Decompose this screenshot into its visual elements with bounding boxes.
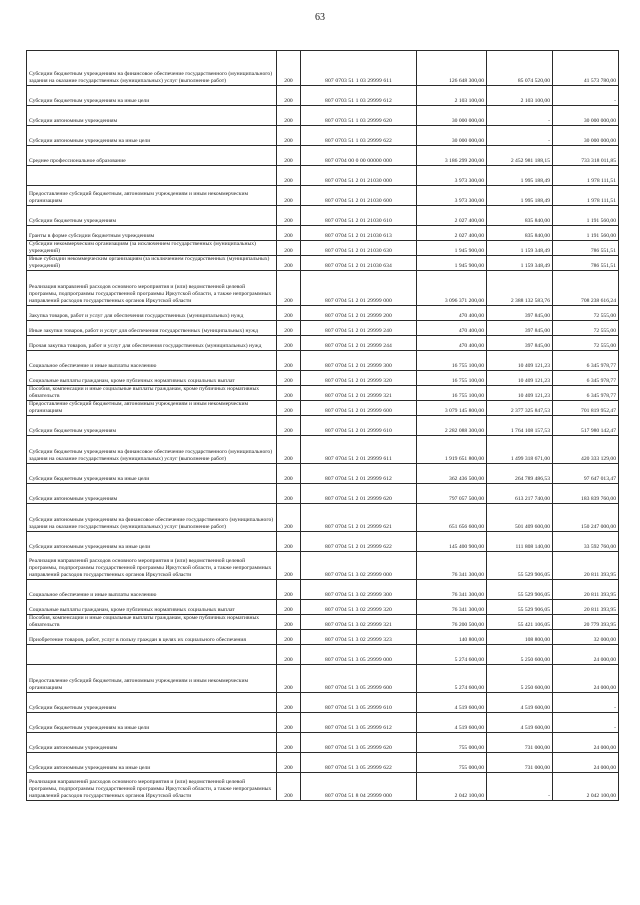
row-executed-amount: 397 845,00	[487, 306, 553, 321]
row-executed-amount: 85 074 520,00	[487, 51, 553, 86]
row-code: 200	[277, 256, 301, 271]
row-executed-amount: 111 808 140,00	[487, 532, 553, 552]
table-row	[27, 504, 619, 532]
table-row	[27, 126, 619, 146]
row-name	[27, 645, 277, 665]
row-name: Субсидии бюджетным учреждениям на иные цели	[27, 464, 277, 484]
row-code: 200	[277, 51, 301, 86]
table-row	[27, 580, 619, 600]
row-classification: 807 0704 51 3 05 29999 612	[301, 713, 417, 733]
row-classification: 807 0704 00 0 00 00000 000	[301, 146, 417, 166]
row-classification: 807 0704 51 2 01 29999 240	[301, 321, 417, 336]
row-classification: 807 0704 51 2 01 21030 600	[301, 186, 417, 206]
row-code: 200	[277, 306, 301, 321]
row-planned-amount: 2 282 088 300,00	[417, 416, 487, 436]
row-planned-amount: 470 400,00	[417, 336, 487, 351]
row-code: 200	[277, 693, 301, 713]
row-classification: 807 0704 51 2 01 21030 630	[301, 241, 417, 256]
row-name: Субсидии бюджетным учреждениям на иные цели	[27, 86, 277, 106]
row-classification: 807 0703 51 1 03 29999 612	[301, 86, 417, 106]
table-row	[27, 86, 619, 106]
row-name: Социальное обеспечение и иные выплаты населению	[27, 351, 277, 371]
row-executed-amount: 55 529 906,05	[487, 552, 553, 580]
row-executed-amount: 10 409 121,23	[487, 371, 553, 386]
table-row	[27, 146, 619, 166]
row-code: 200	[277, 713, 301, 733]
row-remaining-amount: -	[553, 693, 619, 713]
row-code: 200	[277, 665, 301, 693]
row-code: 200	[277, 226, 301, 241]
row-planned-amount: 1 945 900,00	[417, 241, 487, 256]
row-classification: 807 0704 51 2 01 29999 321	[301, 386, 417, 401]
row-remaining-amount: 33 592 760,00	[553, 532, 619, 552]
row-code: 200	[277, 186, 301, 206]
row-classification: 807 0704 51 2 01 29999 300	[301, 351, 417, 371]
row-code: 200	[277, 371, 301, 386]
row-executed-amount: 1 159 348,49	[487, 241, 553, 256]
row-code: 200	[277, 645, 301, 665]
row-executed-amount: 55 529 906,05	[487, 600, 553, 615]
row-remaining-amount: 786 551,51	[553, 241, 619, 256]
table-row	[27, 484, 619, 504]
row-classification: 807 0704 51 3 02 29999 000	[301, 552, 417, 580]
row-executed-amount: 501 409 600,00	[487, 504, 553, 532]
row-remaining-amount: -	[553, 86, 619, 106]
row-code: 200	[277, 206, 301, 226]
row-name: Субсидии автономным учреждениям на иные цели	[27, 126, 277, 146]
row-code: 200	[277, 146, 301, 166]
row-remaining-amount: 6 345 978,77	[553, 386, 619, 401]
row-remaining-amount: 20 811 393,95	[553, 552, 619, 580]
row-name: Предоставление субсидий бюджетным, автономным учреждениям и иным некоммерческим организациям	[27, 186, 277, 206]
row-code: 200	[277, 321, 301, 336]
row-name	[27, 166, 277, 186]
row-executed-amount: 731 000,00	[487, 733, 553, 753]
row-name: Предоставление субсидий бюджетным, автономным учреждениям и иным некоммерческим организациям	[27, 665, 277, 693]
table-row	[27, 306, 619, 321]
table-row	[27, 645, 619, 665]
row-code: 200	[277, 753, 301, 773]
row-code: 200	[277, 86, 301, 106]
row-planned-amount: 4 519 600,00	[417, 693, 487, 713]
row-planned-amount: 2 103 100,00	[417, 86, 487, 106]
row-remaining-amount: 517 980 142,47	[553, 416, 619, 436]
row-name: Иные субсидии некоммерческим организациям (за исключением государственных (муниципальных) учреждений)	[27, 256, 277, 271]
row-classification: 807 0704 51 2 01 29999 612	[301, 464, 417, 484]
row-name: Пособия, компенсации и иные социальные выплаты гражданам, кроме публичных нормативных обязательств	[27, 386, 277, 401]
row-planned-amount: 30 000 000,00	[417, 126, 487, 146]
row-executed-amount: 5 250 600,00	[487, 665, 553, 693]
row-executed-amount: 264 789 486,53	[487, 464, 553, 484]
row-name: Субсидии автономным учреждениям	[27, 106, 277, 126]
row-name: Социальные выплаты гражданам, кроме публичных нормативных социальных выплат	[27, 371, 277, 386]
row-planned-amount: 3 096 371 200,00	[417, 271, 487, 306]
row-code: 200	[277, 166, 301, 186]
row-planned-amount: 755 000,00	[417, 753, 487, 773]
row-planned-amount: 3 973 300,00	[417, 166, 487, 186]
row-planned-amount: 126 648 300,00	[417, 51, 487, 86]
row-executed-amount: 4 519 600,00	[487, 713, 553, 733]
row-remaining-amount: 24 000,00	[553, 645, 619, 665]
row-code: 200	[277, 532, 301, 552]
row-code: 200	[277, 241, 301, 256]
row-classification: 807 0704 51 2 01 29999 620	[301, 484, 417, 504]
row-name: Среднее профессиональное образование	[27, 146, 277, 166]
row-classification: 807 0704 51 2 01 29999 200	[301, 306, 417, 321]
row-executed-amount: 10 409 121,23	[487, 386, 553, 401]
row-classification: 807 0704 51 2 01 21030 610	[301, 206, 417, 226]
row-code: 200	[277, 416, 301, 436]
row-name: Закупка товаров, работ и услуг для обеспечения государственных (муниципальных) нужд	[27, 306, 277, 321]
row-planned-amount: 2 042 100,00	[417, 773, 487, 801]
row-remaining-amount: 701 819 952,47	[553, 401, 619, 416]
row-remaining-amount: 32 000,00	[553, 630, 619, 645]
table-row	[27, 753, 619, 773]
row-executed-amount: 835 840,00	[487, 206, 553, 226]
row-name: Пособия, компенсации и иные социальные выплаты гражданам, кроме публичных нормативных обязательств	[27, 615, 277, 630]
row-executed-amount: 55 421 106,05	[487, 615, 553, 630]
row-remaining-amount: 72 555,00	[553, 306, 619, 321]
row-planned-amount: 470 400,00	[417, 306, 487, 321]
table-row	[27, 436, 619, 464]
row-executed-amount: 731 000,00	[487, 753, 553, 773]
table-row	[27, 600, 619, 615]
row-executed-amount: 1 995 188,49	[487, 166, 553, 186]
row-classification: 807 0704 51 2 01 21030 613	[301, 226, 417, 241]
row-name: Прочая закупка товаров, работ и услуг для обеспечения государственных (муниципальных) нужд	[27, 336, 277, 351]
row-planned-amount: 16 755 100,00	[417, 386, 487, 401]
table-row	[27, 256, 619, 271]
row-classification: 807 0704 51 3 02 29999 323	[301, 630, 417, 645]
row-name: Реализация направлений расходов основного мероприятия и (или) ведомственной целевой программы, подпрограммы государственной программы Иркутской области, а также непрограммных направлений расходов государственных органов Иркутской области	[27, 773, 277, 801]
row-remaining-amount: 2 042 100,00	[553, 773, 619, 801]
table-row	[27, 401, 619, 416]
row-remaining-amount: 1 191 560,00	[553, 226, 619, 241]
row-remaining-amount: 20 811 393,95	[553, 600, 619, 615]
row-remaining-amount: 20 779 393,95	[553, 615, 619, 630]
row-code: 200	[277, 484, 301, 504]
row-planned-amount: 30 000 000,00	[417, 106, 487, 126]
row-planned-amount: 145 400 900,00	[417, 532, 487, 552]
table-row	[27, 226, 619, 241]
row-executed-amount: 397 845,00	[487, 321, 553, 336]
row-planned-amount: 755 000,00	[417, 733, 487, 753]
table-row	[27, 773, 619, 801]
table-row	[27, 713, 619, 733]
row-planned-amount: 16 755 100,00	[417, 371, 487, 386]
table-row	[27, 371, 619, 386]
row-classification: 807 0704 51 3 05 29999 620	[301, 733, 417, 753]
row-remaining-amount: 1 978 111,51	[553, 186, 619, 206]
table-row	[27, 186, 619, 206]
row-remaining-amount: 150 247 000,00	[553, 504, 619, 532]
row-name: Социальные выплаты гражданам, кроме публичных нормативных социальных выплат	[27, 600, 277, 615]
row-executed-amount: 613 217 740,00	[487, 484, 553, 504]
row-code: 200	[277, 401, 301, 416]
row-planned-amount: 797 057 500,00	[417, 484, 487, 504]
row-code: 200	[277, 271, 301, 306]
row-executed-amount: 2 103 100,00	[487, 86, 553, 106]
row-name: Субсидии бюджетным учреждениям	[27, 693, 277, 713]
row-name: Приобретение товаров, работ, услуг в пользу граждан в целях их социального обеспечения	[27, 630, 277, 645]
row-planned-amount: 76 200 500,00	[417, 615, 487, 630]
row-remaining-amount: 20 811 393,95	[553, 580, 619, 600]
row-classification: 807 0704 51 2 01 21030 000	[301, 166, 417, 186]
row-planned-amount: 4 519 600,00	[417, 713, 487, 733]
table-row	[27, 386, 619, 401]
row-executed-amount: 835 840,00	[487, 226, 553, 241]
row-classification: 807 0704 51 2 01 29999 320	[301, 371, 417, 386]
row-code: 200	[277, 504, 301, 532]
row-classification: 807 0704 51 2 01 29999 611	[301, 436, 417, 464]
row-classification: 807 0704 51 2 01 29999 621	[301, 504, 417, 532]
row-code: 200	[277, 630, 301, 645]
row-executed-amount: 397 845,00	[487, 336, 553, 351]
row-planned-amount: 2 027 400,00	[417, 206, 487, 226]
row-classification: 807 0704 51 2 01 29999 610	[301, 416, 417, 436]
row-code: 200	[277, 126, 301, 146]
row-name: Субсидии бюджетным учреждениям на финансовое обеспечение государственного (муниципального) задания на оказание государственных (муниципальных) услуг (выполнение работ)	[27, 436, 277, 464]
row-planned-amount: 16 755 100,00	[417, 351, 487, 371]
row-name: Субсидии бюджетным учреждениям	[27, 206, 277, 226]
row-planned-amount: 3 973 300,00	[417, 186, 487, 206]
row-name: Гранты в форме субсидии бюджетным учреждениям	[27, 226, 277, 241]
row-remaining-amount: 6 345 978,77	[553, 351, 619, 371]
row-code: 200	[277, 773, 301, 801]
row-planned-amount: 3 079 145 800,00	[417, 401, 487, 416]
row-classification: 807 0704 51 3 05 29999 610	[301, 693, 417, 713]
row-executed-amount: 1 764 108 157,53	[487, 416, 553, 436]
row-name: Предоставление субсидий бюджетным, автономным учреждениям и иным некоммерческим организациям	[27, 401, 277, 416]
row-classification: 807 0704 51 2 01 29999 244	[301, 336, 417, 351]
row-planned-amount: 362 436 500,00	[417, 464, 487, 484]
row-name: Иные закупки товаров, работ и услуг для обеспечения государственных (муниципальных) нужд	[27, 321, 277, 336]
row-planned-amount: 470 400,00	[417, 321, 487, 336]
row-planned-amount: 651 656 600,00	[417, 504, 487, 532]
table-row	[27, 271, 619, 306]
table-row	[27, 336, 619, 351]
row-classification: 807 0703 51 1 03 29999 611	[301, 51, 417, 86]
row-name: Субсидии бюджетным учреждениям на иные цели	[27, 713, 277, 733]
row-code: 200	[277, 106, 301, 126]
row-remaining-amount: 24 000,00	[553, 753, 619, 773]
row-executed-amount: 55 529 906,05	[487, 580, 553, 600]
row-planned-amount: 1 945 900,00	[417, 256, 487, 271]
row-executed-amount: 5 250 600,00	[487, 645, 553, 665]
row-name: Субсидии автономным учреждениям	[27, 733, 277, 753]
row-remaining-amount: 24 000,00	[553, 665, 619, 693]
row-name: Реализация направлений расходов основного мероприятия и (или) ведомственной целевой программы, подпрограммы государственной программы Иркутской области, а также непрограммных направлений расходов государственных органов Иркутской области	[27, 271, 277, 306]
row-executed-amount: -	[487, 773, 553, 801]
table-row	[27, 166, 619, 186]
row-remaining-amount: 41 573 780,00	[553, 51, 619, 86]
row-name: Субсидии автономным учреждениям на иные цели	[27, 753, 277, 773]
row-executed-amount: 2 452 981 188,15	[487, 146, 553, 166]
row-code: 200	[277, 336, 301, 351]
table-row	[27, 321, 619, 336]
row-remaining-amount: 733 318 011,85	[553, 146, 619, 166]
row-code: 200	[277, 386, 301, 401]
row-remaining-amount: 786 551,51	[553, 256, 619, 271]
row-planned-amount: 5 274 600,00	[417, 645, 487, 665]
row-executed-amount: 1 499 318 671,00	[487, 436, 553, 464]
row-executed-amount: 1 159 348,49	[487, 256, 553, 271]
row-remaining-amount: 183 839 760,00	[553, 484, 619, 504]
row-remaining-amount: 72 555,00	[553, 336, 619, 351]
row-planned-amount: 5 274 600,00	[417, 665, 487, 693]
row-name: Субсидии автономным учреждениям на иные цели	[27, 532, 277, 552]
row-name: Социальное обеспечение и иные выплаты населению	[27, 580, 277, 600]
row-remaining-amount: 72 555,00	[553, 321, 619, 336]
table-row	[27, 51, 619, 86]
row-code: 200	[277, 600, 301, 615]
row-classification: 807 0704 51 2 01 29999 600	[301, 401, 417, 416]
row-planned-amount: 76 341 300,00	[417, 600, 487, 615]
row-executed-amount: 108 800,00	[487, 630, 553, 645]
row-classification: 807 0704 51 3 05 29999 622	[301, 753, 417, 773]
table-row	[27, 630, 619, 645]
row-name: Субсидии бюджетным учреждениям	[27, 416, 277, 436]
row-classification: 807 0704 51 3 05 29999 600	[301, 665, 417, 693]
row-classification: 807 0703 51 1 03 29999 622	[301, 126, 417, 146]
row-code: 200	[277, 615, 301, 630]
table-row	[27, 206, 619, 226]
page-number: 63	[315, 12, 325, 23]
row-name: Реализация направлений расходов основного мероприятия и (или) ведомственной целевой программы, подпрограммы государственной программы Иркутской области, а также непрограммных направлений расходов государственных органов Иркутской области	[27, 552, 277, 580]
row-name: Субсидии автономным учреждениям на финансовое обеспечение государственного (муниципального) задания на оказание государственных (муниципальных) услуг (выполнение работ)	[27, 504, 277, 532]
row-remaining-amount: 30 000 000,00	[553, 126, 619, 146]
row-executed-amount: 2 388 132 583,76	[487, 271, 553, 306]
row-code: 200	[277, 351, 301, 371]
row-remaining-amount: 97 647 013,47	[553, 464, 619, 484]
row-executed-amount: -	[487, 126, 553, 146]
table-row	[27, 241, 619, 256]
row-remaining-amount: 30 000 000,00	[553, 106, 619, 126]
row-planned-amount: 76 341 300,00	[417, 552, 487, 580]
row-code: 200	[277, 464, 301, 484]
row-planned-amount: 1 919 651 800,00	[417, 436, 487, 464]
row-planned-amount: 2 027 400,00	[417, 226, 487, 241]
row-name: Субсидии бюджетным учреждениям на финансовое обеспечение государственного (муниципального) задания на оказание государственных (муниципальных) услуг (выполнение работ)	[27, 51, 277, 86]
row-remaining-amount: -	[553, 713, 619, 733]
table-row	[27, 693, 619, 713]
row-remaining-amount: 6 345 978,77	[553, 371, 619, 386]
row-planned-amount: 76 341 300,00	[417, 580, 487, 600]
budget-table	[26, 50, 619, 801]
row-executed-amount: -	[487, 106, 553, 126]
table-row	[27, 532, 619, 552]
row-name: Субсидии автономным учреждениям	[27, 484, 277, 504]
table-row	[27, 733, 619, 753]
row-classification: 807 0703 51 1 03 29999 620	[301, 106, 417, 126]
row-code: 200	[277, 580, 301, 600]
row-classification: 807 0704 51 3 02 29999 321	[301, 615, 417, 630]
row-classification: 807 0704 51 3 02 29999 300	[301, 580, 417, 600]
row-code: 200	[277, 552, 301, 580]
row-remaining-amount: 24 000,00	[553, 733, 619, 753]
row-executed-amount: 4 519 600,00	[487, 693, 553, 713]
row-code: 200	[277, 436, 301, 464]
table-row	[27, 351, 619, 371]
row-code: 200	[277, 733, 301, 753]
row-classification: 807 0704 51 2 01 21030 634	[301, 256, 417, 271]
row-executed-amount: 1 995 188,49	[487, 186, 553, 206]
row-classification: 807 0704 51 2 01 29999 622	[301, 532, 417, 552]
row-classification: 807 0704 51 2 01 29999 000	[301, 271, 417, 306]
table-row	[27, 106, 619, 126]
row-executed-amount: 2 377 325 847,53	[487, 401, 553, 416]
row-planned-amount: 3 186 299 200,00	[417, 146, 487, 166]
row-planned-amount: 140 800,00	[417, 630, 487, 645]
table-row	[27, 464, 619, 484]
row-executed-amount: 10 409 121,23	[487, 351, 553, 371]
table-row	[27, 552, 619, 580]
row-classification: 807 0704 51 8 04 29999 000	[301, 773, 417, 801]
row-name: Субсидии некоммерческим организациям (за исключением государственных (муниципальных) учреждений)	[27, 241, 277, 256]
table-row	[27, 615, 619, 630]
row-remaining-amount: 1 978 111,51	[553, 166, 619, 186]
table-row	[27, 665, 619, 693]
row-classification: 807 0704 51 3 02 29999 320	[301, 600, 417, 615]
row-remaining-amount: 708 238 616,24	[553, 271, 619, 306]
row-remaining-amount: 420 333 129,00	[553, 436, 619, 464]
row-remaining-amount: 1 191 560,00	[553, 206, 619, 226]
row-classification: 807 0704 51 3 05 29999 000	[301, 645, 417, 665]
table-row	[27, 416, 619, 436]
